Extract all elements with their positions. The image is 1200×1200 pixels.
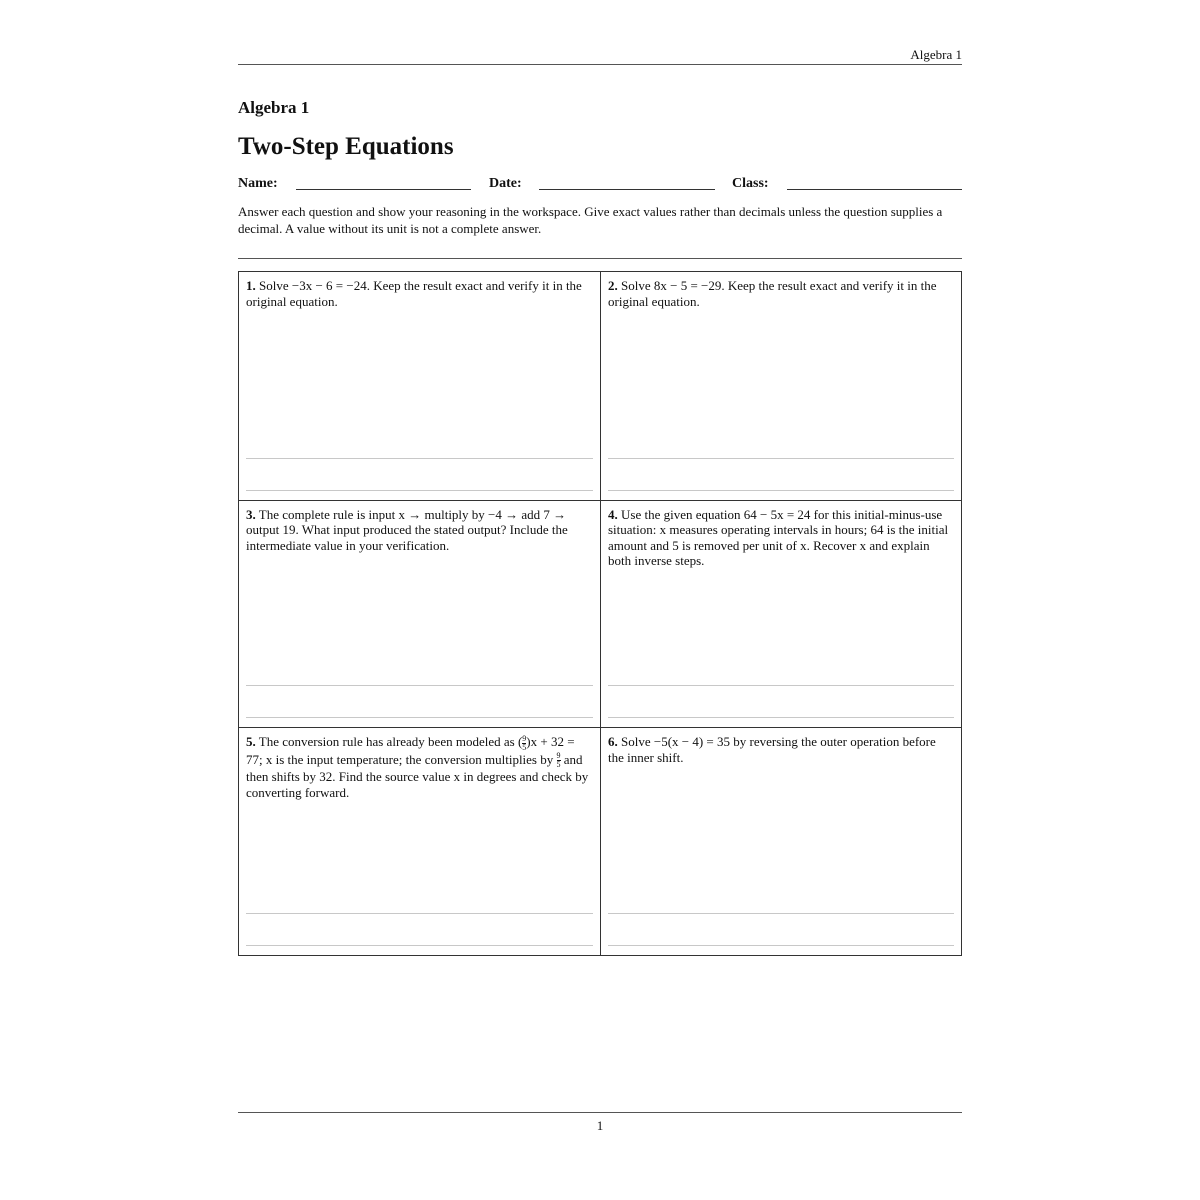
student-info-fields [238, 176, 962, 196]
worksheet-page [238, 0, 962, 1200]
answer-line[interactable] [608, 458, 954, 459]
class-field[interactable] [787, 189, 962, 190]
answer-line[interactable] [608, 717, 954, 718]
question-cell-4[interactable] [600, 500, 961, 728]
footer-rule [238, 1112, 962, 1113]
name-field[interactable] [296, 189, 471, 190]
question-cell-2[interactable] [600, 272, 961, 500]
question-text-part-c: and then shifts by 32. Find the source value x in degrees and check by converting forward. [246, 751, 589, 800]
question-number: 2. [608, 278, 618, 293]
answer-line[interactable] [608, 490, 954, 491]
answer-line[interactable] [608, 913, 954, 914]
header-rule [238, 64, 962, 65]
subject-heading: Algebra 1 [238, 98, 310, 117]
question-number: 1. [246, 278, 256, 293]
question-number: 3. [246, 506, 256, 522]
question-number: 4. [608, 506, 618, 522]
question-number: 6. [608, 734, 618, 750]
section-rule [238, 258, 962, 259]
question-number: 5. [246, 734, 256, 750]
question-text-part-b: x + 32 = 77; x is the input temperature; the conversion multiplies by [246, 734, 575, 767]
date-label: Date: [489, 176, 522, 191]
question-text: The complete rule is input x → multiply by −4 → add 7 → output 19. What input produced the stated output? Include the intermediate value in your verification. [246, 506, 568, 553]
answer-line[interactable] [246, 913, 593, 914]
fraction-nine-fifths: $\frac{9}{5}$ [556, 751, 561, 770]
question-text: Use the given equation 64 − 5x = 24 for this initial-minus-use situation: x measures operating intervals in hours; 64 is the initial amount and 5 is removed per unit of x. Recover x and explain both inverse steps. [608, 506, 949, 569]
question-cell-6[interactable] [600, 727, 961, 955]
running-header: Algebra 1 [910, 47, 962, 62]
answer-line[interactable] [246, 945, 593, 946]
question-text: Solve 8x − 5 = −29. Keep the result exact and verify it in the original equation. [608, 278, 937, 309]
name-label: Name: [238, 176, 278, 191]
date-field[interactable] [539, 189, 715, 190]
answer-line[interactable] [246, 458, 593, 459]
page-number: 1 [596, 1118, 604, 1133]
question-text: Solve −5(x − 4) = 35 by reversing the outer operation before the inner shift. [608, 734, 936, 765]
answer-line[interactable] [246, 685, 593, 686]
question-text: Solve −3x − 6 = −24. Keep the result exact and verify it in the original equation. [246, 278, 582, 309]
answer-line[interactable] [608, 685, 954, 686]
instructions-text: Answer each question and show your reasoning in the workspace. Give exact values rather than decimals unless the question supplies a decimal. A value without its unit is not a complete answer. [238, 204, 943, 236]
question-text-part-a: The conversion rule has already been modeled as [258, 734, 515, 750]
answer-line[interactable] [246, 490, 593, 491]
fraction-nine-fifths: $\frac{9}{5}$ [522, 733, 527, 752]
page-title: Two-Step Equations [238, 133, 454, 160]
question-cell-5[interactable]: 5. The conversion rule has already been modeled as ( $\frac{9}{5}$ )x + 32 = 77; x is the input temperature; the conversion multiplies by $\frac{9}{5}$ and then shifts by 32. Find the source value x in degrees and check by converting forward. [239, 727, 600, 955]
class-label: Class: [732, 176, 769, 191]
question-cell-3[interactable] [239, 500, 600, 728]
answer-line[interactable] [246, 717, 593, 718]
question-grid [238, 271, 962, 956]
question-cell-1[interactable] [239, 272, 600, 500]
answer-line[interactable] [608, 945, 954, 946]
